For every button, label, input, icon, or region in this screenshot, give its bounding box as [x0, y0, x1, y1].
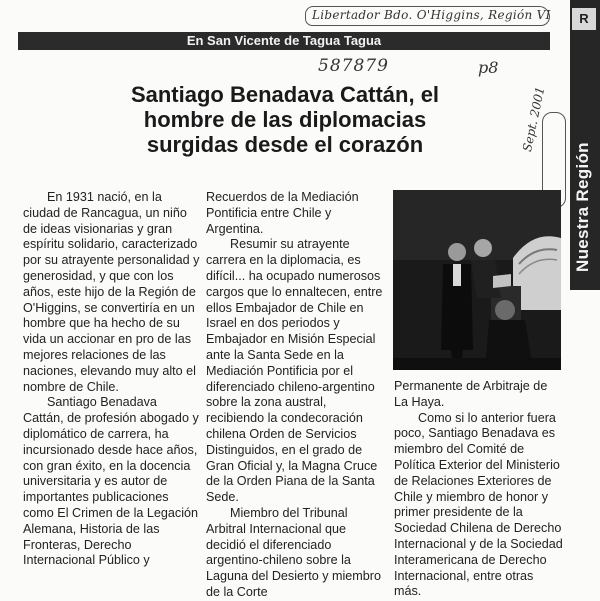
article-paragraph: Permanente de Arbitraje de La Haya. [394, 379, 548, 409]
article-paragraph: Recuerdos de la Mediación Pontificia entre Chile y Argentina. [206, 190, 359, 236]
article-paragraph: Santiago Benadava Cattán, de profesión abogado y diplomático de carrera, ha incursionado desde hace años, con gran éxito, en la docencia universitaria y es autor de importantes publicaciones como El Crimen de la Legación Alemana, Historia de las Fronteras, Derecho Internacional Público y [23, 395, 199, 568]
handwritten-date-note: Sept. 2001 [520, 85, 548, 153]
article-paragraph: En 1931 nació, en la ciudad de Rancagua, un niño de ideas visionarias y gran espíritu solidario, caracterizado por su atrayente personalidad y generosidad, y que con los años, este hijo de la Región de O'Higgins, se convertiría en un hombre que ha hecho de su vida un accionar en pro de las mejores relaciones de las naciones, elevando muy alto el nombre de Chile. [23, 190, 200, 394]
location-banner: En San Vicente de Tagua Tagua [18, 32, 550, 50]
article-paragraph: Como si lo anterior fuera poco, Santiago Benadava es miembro del Comité de Política Exterior del Ministerio de Relaciones Exteriores de Chile y miembro de honor y primer presidente de la Sociedad Chilena de Derecho Internacional y de la Sociedad Interamericana de Derecho Internacional, entre otras más. [394, 410, 563, 599]
article-column-3 [394, 379, 564, 600]
ceremony-photo [393, 190, 561, 370]
handwritten-reference-number: 587879 [318, 56, 389, 76]
handwritten-page-number: p8 [478, 58, 499, 77]
article-column-2 [206, 190, 384, 601]
article-headline: Santiago Benadava Cattán, el hombre de las diplomacias surgidas desde el corazón [130, 82, 440, 157]
ceremony-photo-image [393, 190, 561, 370]
handwritten-source-note: Libertador Bdo. O'Higgins, Región VI [312, 8, 551, 22]
section-logo: R [572, 8, 596, 30]
article-column-1 [23, 190, 201, 569]
section-side-label: Nuestra Región [573, 142, 592, 272]
article-paragraph: Resumir su atrayente carrera en la diplomacia, es difícil... ha ocupado numerosos cargos que lo ennaltecen, entre ellos Embajador de Chile en Israel en dos periodos y Embajador en Misión Especial ante la Santa Sede en la Mediación Pontificia por el diferenciado chileno-argentino sobre la zona austral, recibiendo la condecoración chilena Orden de Servicios Distinguidos, en el grado de Gran Oficial y, la Magna Cruce de la Orden Piana de la Santa Sede. [206, 237, 383, 505]
article-paragraph: Miembro del Tribunal Arbitral Internacional que decidió el diferenciado argentino-chileno sobre la Laguna del Desierto y miembro de la Corte [206, 505, 382, 599]
